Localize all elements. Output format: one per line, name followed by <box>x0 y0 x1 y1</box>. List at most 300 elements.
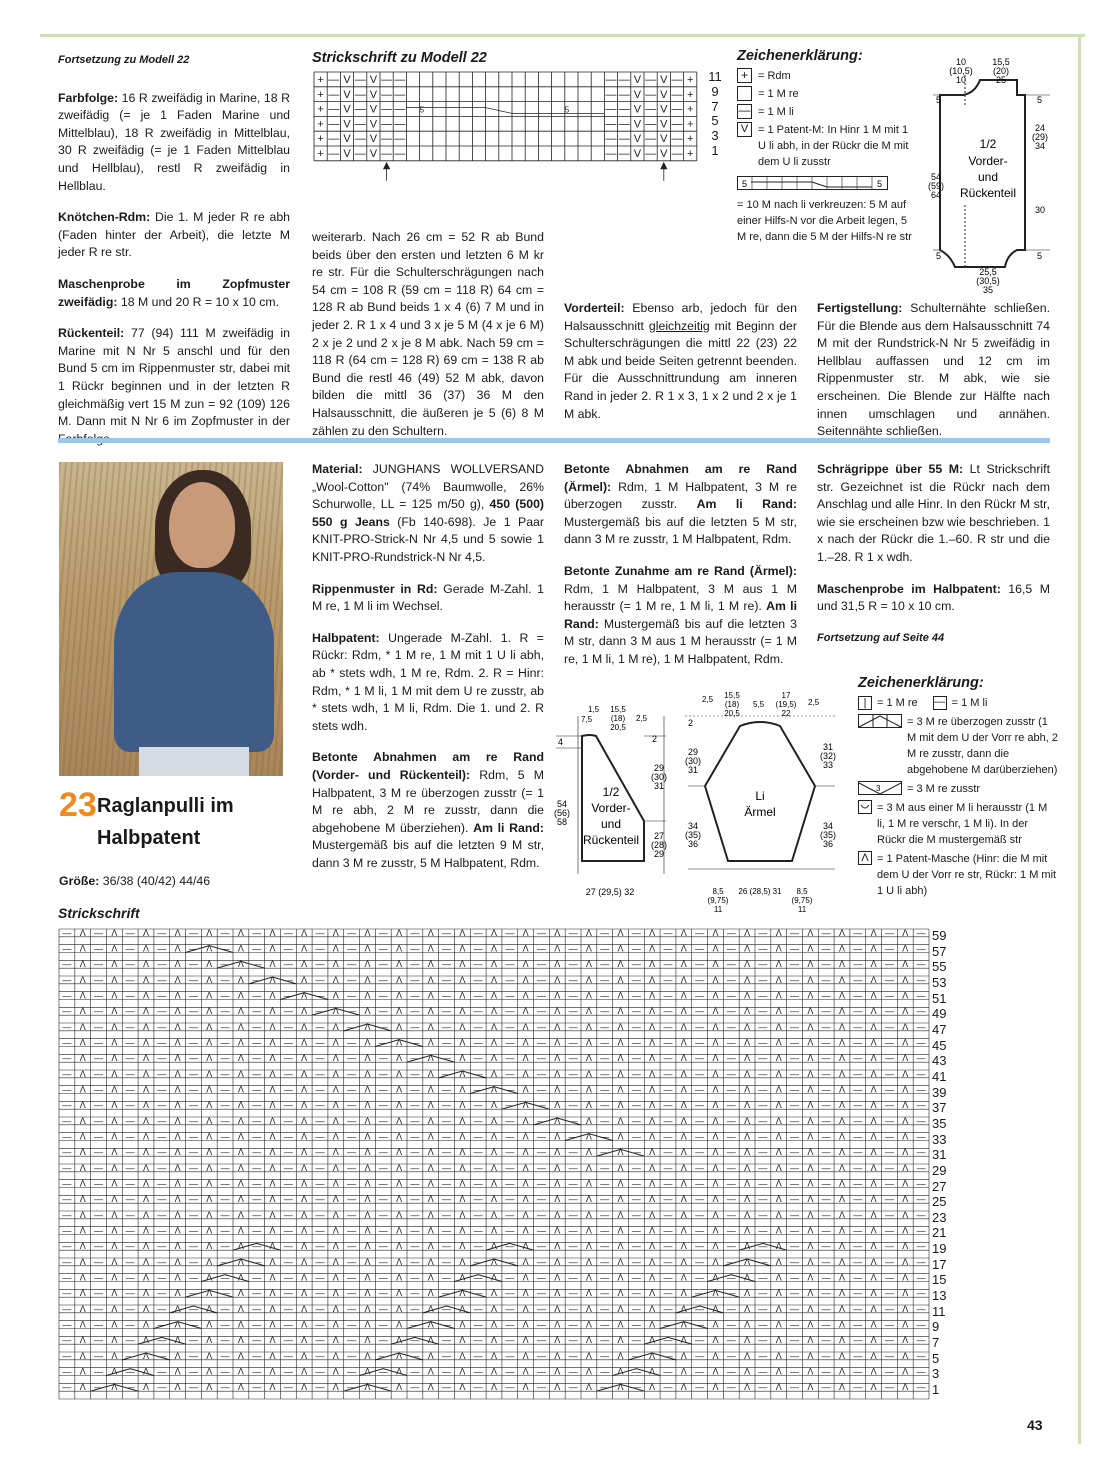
dim: 11 <box>713 905 723 914</box>
chart23-cell: — <box>442 1006 452 1017</box>
legend22-item <box>737 122 917 170</box>
chart23-cell: — <box>347 959 357 970</box>
chart23-cell: Λ <box>712 1147 719 1158</box>
chart23-cell: Λ <box>142 1006 150 1017</box>
chart23-cell: — <box>916 1288 926 1299</box>
chart23-cell: Λ <box>269 959 276 970</box>
chart23-cell: Λ <box>206 1288 213 1299</box>
chart23-cell: — <box>220 1068 230 1079</box>
chart22-cable-num: 5 <box>419 105 425 115</box>
fertig-label: Fertigstellung: <box>817 301 903 315</box>
dim: 54 <box>930 172 942 182</box>
chart23-cell: — <box>884 1335 894 1346</box>
chart23-cell: Λ <box>649 1256 656 1267</box>
chart23-cell: Λ <box>364 1178 371 1189</box>
chart23-cell: Λ <box>490 1131 498 1142</box>
chart23-cell: Λ <box>617 974 624 985</box>
chart23-cell: Λ <box>870 1068 877 1079</box>
chart23-cell: — <box>631 1319 641 1330</box>
chart23-cell: Λ <box>332 1303 339 1314</box>
chart23-cell: — <box>220 1100 230 1111</box>
chart23-cell: Λ <box>79 1021 86 1032</box>
chart23-cell: Λ <box>174 1100 181 1111</box>
maschenprobe-label: Maschenprobe im Zopfmuster zweifädig: <box>58 276 290 309</box>
model-title-line2: Halbpatent <box>97 827 201 849</box>
chart23-cell: — <box>62 1194 72 1205</box>
chart23-cell: Λ <box>744 1209 751 1220</box>
schema22-label: Vorder- <box>968 154 1008 168</box>
chart23-cell: Λ <box>269 1350 276 1361</box>
chart23-cell: — <box>283 1068 293 1079</box>
chart23-cell: — <box>252 1335 262 1346</box>
chart23-cell: Λ <box>585 1319 592 1330</box>
chart23-cell: Λ <box>585 1209 592 1220</box>
chart23-cell: — <box>378 1006 388 1017</box>
chart23-cell: — <box>125 1006 135 1017</box>
chart23-cell: Λ <box>585 1225 592 1236</box>
chart23-cell: Λ <box>237 1350 244 1361</box>
dim: (28) <box>650 840 668 850</box>
chart23-cell: Λ <box>807 1241 814 1252</box>
chart23-cell: Λ <box>775 928 782 938</box>
chart23-cell: Λ <box>111 1319 118 1330</box>
chart23-cell: — <box>94 1006 104 1017</box>
chart23-cell: Λ <box>269 1100 276 1111</box>
chart23-cell: Λ <box>649 959 656 970</box>
chart23-cell: — <box>884 1021 894 1032</box>
chart23-cell: — <box>442 959 452 970</box>
dim: (10,5) <box>949 66 973 76</box>
chart23-cell: — <box>536 959 546 970</box>
chart23-cell: — <box>568 1084 578 1095</box>
chart23-cell: Λ <box>680 1256 687 1267</box>
chart23-cell: Λ <box>237 1272 244 1283</box>
chart23-cell: — <box>94 1037 104 1048</box>
chart23-cell: Λ <box>396 1115 403 1126</box>
chart23-cell: Λ <box>142 1350 150 1361</box>
chart23-cell: — <box>631 1084 641 1095</box>
dim: (29) <box>1031 132 1049 142</box>
zunahme-paragraph <box>564 563 797 669</box>
chart23-cell: Λ <box>744 1319 751 1330</box>
chart23-cell: Λ <box>490 1366 498 1377</box>
chart23-cell: — <box>505 1303 515 1314</box>
chart23-cell: — <box>853 1209 863 1220</box>
chart23-cell: Λ <box>902 1147 909 1158</box>
chart23-cell: Λ <box>174 1209 181 1220</box>
chart23-cell: Λ <box>111 928 118 938</box>
chart23-cell: — <box>631 1335 641 1346</box>
chart23-cell: — <box>726 1162 736 1173</box>
chart23-cell: — <box>94 1021 104 1032</box>
chart23-cell: — <box>600 1303 610 1314</box>
chart23-cell: Λ <box>301 1115 308 1126</box>
chart23-cell: — <box>125 1256 135 1267</box>
chart23-cell: Λ <box>459 1366 466 1377</box>
chart23-cell: — <box>94 1225 104 1236</box>
chart23-cell: — <box>283 1021 293 1032</box>
chart23-cell: — <box>536 1100 546 1111</box>
chart23-cell: Λ <box>396 1366 403 1377</box>
chart23-cell: Λ <box>680 1366 687 1377</box>
chart23-cell: — <box>536 1115 546 1126</box>
chart23-cell: — <box>536 1319 546 1330</box>
chart23-cell: Λ <box>522 928 529 938</box>
chart23-cell: Λ <box>585 1021 592 1032</box>
chart23-cell: — <box>220 1037 230 1048</box>
chart23-cell: — <box>125 1084 135 1095</box>
chart22-cell: + <box>686 74 694 86</box>
chart23-cell: — <box>695 1178 705 1189</box>
chart23-cell: Λ <box>617 959 624 970</box>
chart23-cell: Λ <box>206 990 213 1001</box>
chart23-cell: — <box>695 1382 705 1393</box>
chart23-cell: Λ <box>902 1350 909 1361</box>
chart23-cell: Λ <box>838 1319 846 1330</box>
chart23-cell: Λ <box>269 974 276 985</box>
chart23-cell: — <box>505 1335 515 1346</box>
chart22-cell: — <box>605 148 617 160</box>
chart23-cell: — <box>884 990 894 1001</box>
chart23-cell: — <box>631 1303 641 1314</box>
chart23-cell: — <box>663 1037 673 1048</box>
chart23-cell: Λ <box>870 990 877 1001</box>
chart23-cell: Λ <box>680 928 687 938</box>
chart23-cell: Λ <box>269 1115 276 1126</box>
chart23-cell: — <box>631 974 641 985</box>
chart23-cell: — <box>252 1147 262 1158</box>
chart23-cell: — <box>442 1037 452 1048</box>
chart23-cell: Λ <box>364 1366 371 1377</box>
chart23-cell: — <box>631 1272 641 1283</box>
chart23-cell: — <box>695 1053 705 1064</box>
chart23-cell: Λ <box>744 1084 751 1095</box>
chart22-cell: + <box>317 148 324 160</box>
chart23-cell: Λ <box>237 1194 244 1205</box>
chart23-cell: — <box>853 1288 863 1299</box>
dim: 2 <box>652 734 658 744</box>
chart23-cell: Λ <box>838 1303 846 1314</box>
chart23-cell: Λ <box>680 1209 687 1220</box>
chart23-cell: Λ <box>649 1162 656 1173</box>
chart23-cell: — <box>315 943 325 954</box>
chart23-cell: — <box>505 959 515 970</box>
chart23-cell: Λ <box>174 1021 181 1032</box>
chart23-cell: Λ <box>870 1319 877 1330</box>
chart23-cell: Λ <box>712 1225 719 1236</box>
chart23-cell: — <box>916 1021 926 1032</box>
chart23-cell: — <box>220 1162 230 1173</box>
chart23-cell: — <box>442 1382 452 1393</box>
chart23-cell: Λ <box>870 1100 877 1111</box>
chart23-cell: — <box>695 1350 705 1361</box>
chart23-cell: — <box>378 1084 388 1095</box>
chart23-cell: — <box>916 1225 926 1236</box>
chart23-cell: Λ <box>237 1178 244 1189</box>
chart23-cell: Λ <box>617 1053 624 1064</box>
chart23-cell: Λ <box>585 1100 592 1111</box>
chart23-cell: — <box>853 943 863 954</box>
chart23-cell: — <box>758 1068 768 1079</box>
chart23-cell: — <box>631 1131 641 1142</box>
material-bold: 450 (500) 550 g Jeans <box>312 497 544 529</box>
chart23-cell: — <box>505 1241 515 1252</box>
chart23-cell: — <box>790 1037 800 1048</box>
chart23-cell: — <box>758 1021 768 1032</box>
chart23-cell: Λ <box>79 1366 86 1377</box>
row-number: 15 <box>932 1272 947 1288</box>
vorderteil-paragraph <box>564 300 797 423</box>
chart23-cell: — <box>505 1178 515 1189</box>
chart23-cell: — <box>410 1053 420 1064</box>
chart23-cell: Λ <box>206 1021 213 1032</box>
chart23-cell: — <box>315 1335 325 1346</box>
chart23-cell: Λ <box>554 1382 561 1393</box>
chart23-cell: — <box>188 1350 198 1361</box>
chart23-cell: Λ <box>301 990 308 1001</box>
chart23-cell: — <box>188 1194 198 1205</box>
chart23-cell: Λ <box>838 1350 846 1361</box>
chart23-cell: — <box>790 1241 800 1252</box>
chart23-cell: — <box>536 1068 546 1079</box>
chart23-cell: — <box>758 1131 768 1142</box>
chart23-cell: Λ <box>237 1335 244 1346</box>
chart23-cell: Λ <box>775 1037 782 1048</box>
dim: 11 <box>797 905 807 914</box>
chart23-cell: Λ <box>206 1068 213 1079</box>
chart23-cell: — <box>726 1350 736 1361</box>
chart23-cell: — <box>853 974 863 985</box>
chart23-cell: — <box>378 1037 388 1048</box>
chart23-cell: — <box>473 1037 483 1048</box>
schema23-front-diagram <box>548 696 678 906</box>
chart23-cell: Λ <box>617 928 624 938</box>
chart23-cell: — <box>315 928 325 938</box>
chart23-cell: Λ <box>649 1366 656 1377</box>
chart23-cell: — <box>505 1147 515 1158</box>
chart23-cell: Λ <box>174 943 181 954</box>
chart23-cell: Λ <box>206 1303 213 1314</box>
chart23-cell: Λ <box>396 1303 403 1314</box>
chart23-cell: — <box>125 1350 135 1361</box>
chart23-cell: Λ <box>775 1068 782 1079</box>
chart23-cell: — <box>505 1366 515 1377</box>
chart23-cell: Λ <box>838 1162 846 1173</box>
chart23-cell: — <box>758 1100 768 1111</box>
chart23-cell: — <box>315 1272 325 1283</box>
chart23-cell: — <box>252 1303 262 1314</box>
chart23-cell: — <box>884 1053 894 1064</box>
chart23-cell: — <box>473 959 483 970</box>
chart23-cell: Λ <box>838 1335 846 1346</box>
chart23-cell: Λ <box>617 1037 624 1048</box>
chart23-cell: Λ <box>237 1053 244 1064</box>
chart23-cell: — <box>853 1068 863 1079</box>
chart23-cell: — <box>410 1366 420 1377</box>
chart23-cell: — <box>790 1350 800 1361</box>
chart23-cell: Λ <box>680 1162 687 1173</box>
chart23-cell: — <box>315 1021 325 1032</box>
chart22-cell: — <box>645 148 657 160</box>
row-number: 3 <box>711 128 719 144</box>
chart23-cell: — <box>853 1335 863 1346</box>
chart23-cell: Λ <box>364 1209 371 1220</box>
dim: (35) <box>819 830 837 840</box>
chart23-cell: — <box>916 1068 926 1079</box>
model-number: 23 <box>59 786 97 824</box>
chart23-cell: Λ <box>111 1100 118 1111</box>
chart23-cell: — <box>442 1021 452 1032</box>
chart22-cell: — <box>618 103 630 116</box>
chart23-cell: Λ <box>712 1131 719 1142</box>
chart23-cell: Λ <box>902 1178 909 1189</box>
chart23-cell: — <box>94 1335 104 1346</box>
row-number: 11 <box>932 1303 946 1319</box>
chart23-cell: — <box>410 1131 420 1142</box>
chart23-cell: Λ <box>237 1131 244 1142</box>
chart23-cell: Λ <box>902 1194 909 1205</box>
chart22-cell: — <box>618 148 630 160</box>
chart23-cell: Λ <box>427 1241 434 1252</box>
row-number: 23 <box>932 1209 947 1225</box>
chart22-cell: — <box>394 88 406 101</box>
chart23-cell: Λ <box>870 1037 877 1048</box>
chart23-cell: — <box>62 1382 72 1393</box>
chart23-cell: Λ <box>332 1209 339 1220</box>
chart23-cell: Λ <box>585 1131 592 1142</box>
chart23-cell: — <box>821 959 831 970</box>
chart22-cell: — <box>394 133 406 146</box>
chart23-cell: Λ <box>712 1084 719 1095</box>
chart23-cell: Λ <box>490 959 498 970</box>
chart23-cell: — <box>125 1225 135 1236</box>
chart23-cell: — <box>726 1147 736 1158</box>
chart23-cell: — <box>125 1178 135 1189</box>
chart23-cell: — <box>758 1256 768 1267</box>
dim: 29 <box>653 763 665 773</box>
chart23-cell: — <box>410 1068 420 1079</box>
chart23-cell: Λ <box>301 1053 308 1064</box>
chart23-cell: Λ <box>807 1272 814 1283</box>
chart23-cell: Λ <box>142 1037 150 1048</box>
chart23-cell: Λ <box>838 1084 846 1095</box>
chart23-cell: — <box>442 1100 452 1111</box>
chart23-cell: Λ <box>111 1084 118 1095</box>
chart23-cell: Λ <box>807 1256 814 1267</box>
chart23-cell: — <box>505 1162 515 1173</box>
row-number: 5 <box>932 1350 940 1366</box>
chart23-cell: — <box>157 1335 167 1346</box>
chart23-cell: — <box>442 1084 452 1095</box>
chart23-cell: — <box>505 1319 515 1330</box>
chart23-cell: — <box>315 1084 325 1095</box>
chart23-cell: Λ <box>301 1350 308 1361</box>
chart22-cell: V <box>369 148 378 160</box>
chart23-cell: — <box>695 1147 705 1158</box>
chart23-cell: — <box>790 1335 800 1346</box>
chart23-cell: — <box>62 1366 72 1377</box>
chart23-cell: — <box>663 1366 673 1377</box>
chart23-cell: Λ <box>522 1147 529 1158</box>
chart23-cell: Λ <box>332 1350 339 1361</box>
chart23-cell: — <box>442 1335 452 1346</box>
chart23-cell: — <box>94 1068 104 1079</box>
chart23-cell: — <box>315 1319 325 1330</box>
chart23-cell: — <box>188 1256 198 1267</box>
chart23-cell: — <box>631 1178 641 1189</box>
chart23-cell: Λ <box>301 1366 308 1377</box>
chart23-cell: — <box>378 1241 388 1252</box>
chart23-cell: Λ <box>142 1319 150 1330</box>
chart23-cell: Λ <box>269 1194 276 1205</box>
dim: 30 <box>1034 205 1046 215</box>
chart23-cell: Λ <box>680 1350 687 1361</box>
chart23-cell: Λ <box>870 1272 877 1283</box>
chart23-cell: Λ <box>807 974 814 985</box>
chart23-cell: — <box>600 1115 610 1126</box>
dim: 25,5 <box>979 267 997 277</box>
chart23-cell: Λ <box>522 1366 529 1377</box>
dim: 7,5 <box>581 715 593 724</box>
chart23-cell: Λ <box>522 1382 529 1393</box>
chart22-cell: — <box>671 103 683 116</box>
chart23-cell: — <box>600 1366 610 1377</box>
chart23-cell: Λ <box>237 1037 244 1048</box>
chart23-cell: Λ <box>775 1288 782 1299</box>
chart23-cell: — <box>62 928 72 938</box>
schema23-sleeve-diagram <box>680 686 840 918</box>
chart23-cell: — <box>125 1319 135 1330</box>
row-number: 9 <box>711 83 719 99</box>
chart23-cell: — <box>663 1288 673 1299</box>
chart23-cell: Λ <box>237 1100 244 1111</box>
chart23-cell: — <box>252 1006 262 1017</box>
legend23-item <box>858 695 1058 711</box>
chart23-cell: — <box>94 1366 104 1377</box>
chart23-cell: — <box>442 1053 452 1064</box>
chart23-cell: — <box>631 1006 641 1017</box>
chart23-cell: Λ <box>744 1288 751 1299</box>
chart23-cell: Λ <box>585 1272 592 1283</box>
chart23-cell: — <box>663 1006 673 1017</box>
chart23-cell: Λ <box>111 1115 118 1126</box>
chart23-cell: — <box>726 1115 736 1126</box>
chart23-cell: Λ <box>744 1272 751 1283</box>
chart23-cell: — <box>347 1225 357 1236</box>
chart23-cell: Λ <box>649 990 656 1001</box>
dim: 35 <box>982 285 994 295</box>
chart23-cell: — <box>188 943 198 954</box>
chart23-cell: Λ <box>364 1162 371 1173</box>
chart23-cell: Λ <box>301 928 308 938</box>
dim: 4 <box>558 737 564 747</box>
chart23-cell: Λ <box>744 1053 751 1064</box>
chart23-cell: Λ <box>396 1288 403 1299</box>
chart23-cell: — <box>252 959 262 970</box>
chart23-cell: Λ <box>269 1084 276 1095</box>
chart23-cell: Λ <box>807 1366 814 1377</box>
chart23-cell: — <box>568 1162 578 1173</box>
chart23-cell: — <box>220 974 230 985</box>
chart23-cell: — <box>157 1319 167 1330</box>
chart23-cell: Λ <box>459 1241 466 1252</box>
chart23-cell: Λ <box>712 1382 719 1393</box>
chart23-cell: Λ <box>902 1319 909 1330</box>
chart22-cell: V <box>660 88 668 101</box>
chart23-cell: Λ <box>807 1068 814 1079</box>
dim: 5 <box>1037 251 1043 261</box>
dim: 5 <box>1037 95 1043 105</box>
